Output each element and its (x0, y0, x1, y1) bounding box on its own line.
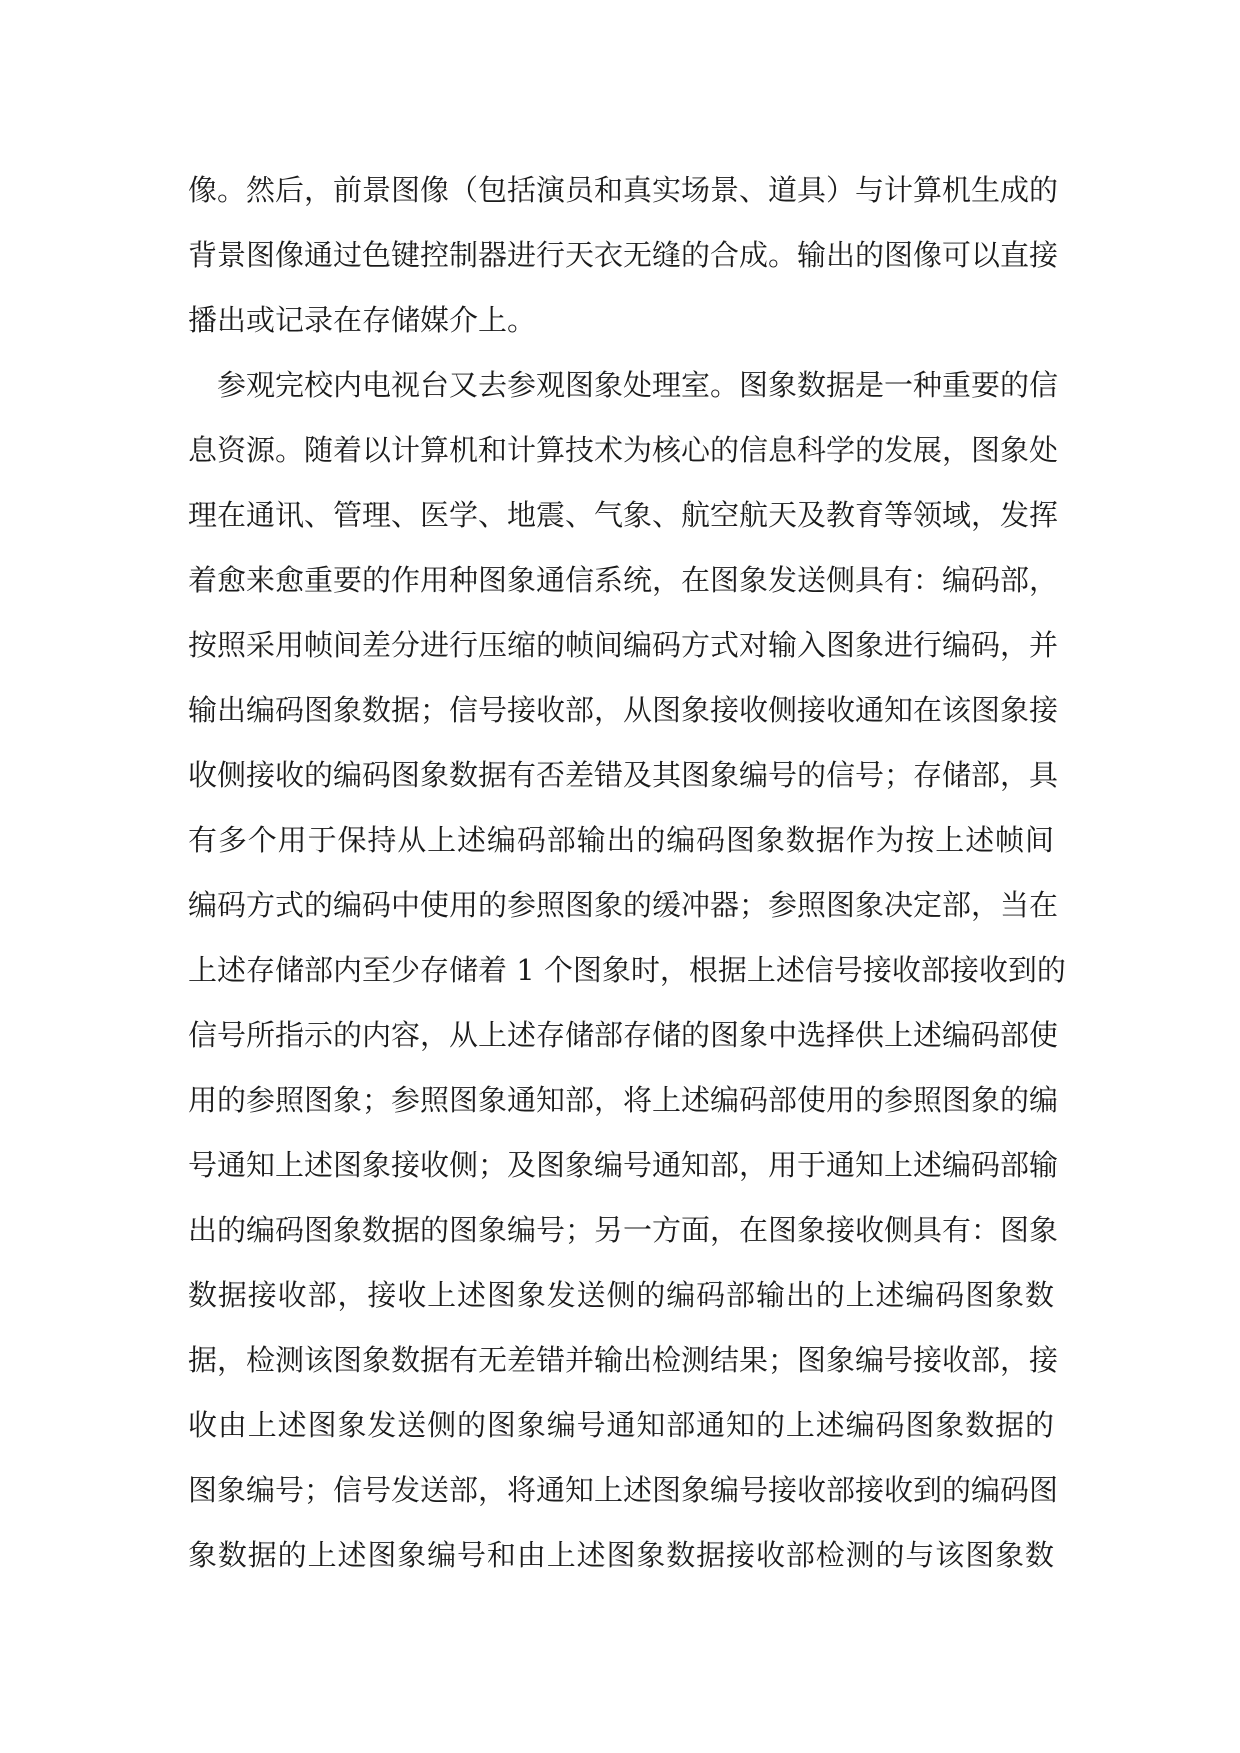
text-line: 背景图像通过色键控制器进行天衣无缝的合成。输出的图像可以直接 (188, 238, 1059, 272)
text-line: 有多个用于保持从上述编码部输出的编码图象数据作为按上述帧间 (188, 823, 1054, 857)
text-line: 参观完校内电视台又去参观图象处理室。图象数据是一种重要的信 (217, 368, 1059, 402)
text-line: 上述存储部内至少存储着 1 个图象时，根据上述信号接收部接收到的 (188, 953, 1066, 987)
text-line: 理在通讯、管理、医学、地震、气象、航空航天及教育等领域，发挥 (188, 498, 1059, 532)
text-line: 收侧接收的编码图象数据有否差错及其图象编号的信号；存储部，具 (188, 758, 1059, 792)
text-line: 输出编码图象数据；信号接收部，从图象接收侧接收通知在该图象接 (188, 693, 1059, 727)
body-text (188, 158, 1066, 1588)
text-line: 像。然后，前景图像（包括演员和真实场景、道具）与计算机生成的 (188, 173, 1059, 207)
text-line: 数据接收部，接收上述图象发送侧的编码部输出的上述编码图象数 (188, 1278, 1054, 1312)
text-line: 着愈来愈重要的作用种图象通信系统，在图象发送侧具有：编码部， (188, 563, 1059, 597)
text-line: 编码方式的编码中使用的参照图象的缓冲器；参照图象决定部，当在 (188, 888, 1059, 922)
text-line: 息资源。随着以计算机和计算技术为核心的信息科学的发展，图象处 (188, 433, 1059, 467)
text-line: 播出或记录在存储媒介上。 (188, 303, 537, 337)
text-line: 用的参照图象；参照图象通知部，将上述编码部使用的参照图象的编 (188, 1083, 1059, 1117)
text-line: 图象编号；信号发送部，将通知上述图象编号接收部接收到的编码图 (188, 1473, 1059, 1507)
text-line: 收由上述图象发送侧的图象编号通知部通知的上述编码图象数据的 (188, 1408, 1054, 1442)
text-line: 出的编码图象数据的图象编号；另一方面，在图象接收侧具有：图象 (188, 1213, 1059, 1247)
text-line: 按照采用帧间差分进行压缩的帧间编码方式对输入图象进行编码，并 (188, 628, 1059, 662)
text-line: 据，检测该图象数据有无差错并输出检测结果；图象编号接收部，接 (188, 1343, 1059, 1377)
text-line: 号通知上述图象接收侧；及图象编号通知部，用于通知上述编码部输 (188, 1148, 1059, 1182)
paragraph-1 (188, 158, 1059, 353)
text-line: 象数据的上述图象编号和由上述图象数据接收部检测的与该图象数 (188, 1538, 1054, 1572)
text-line: 信号所指示的内容，从上述存储部存储的图象中选择供上述编码部使 (188, 1018, 1059, 1052)
paragraph-2 (188, 353, 1066, 1588)
